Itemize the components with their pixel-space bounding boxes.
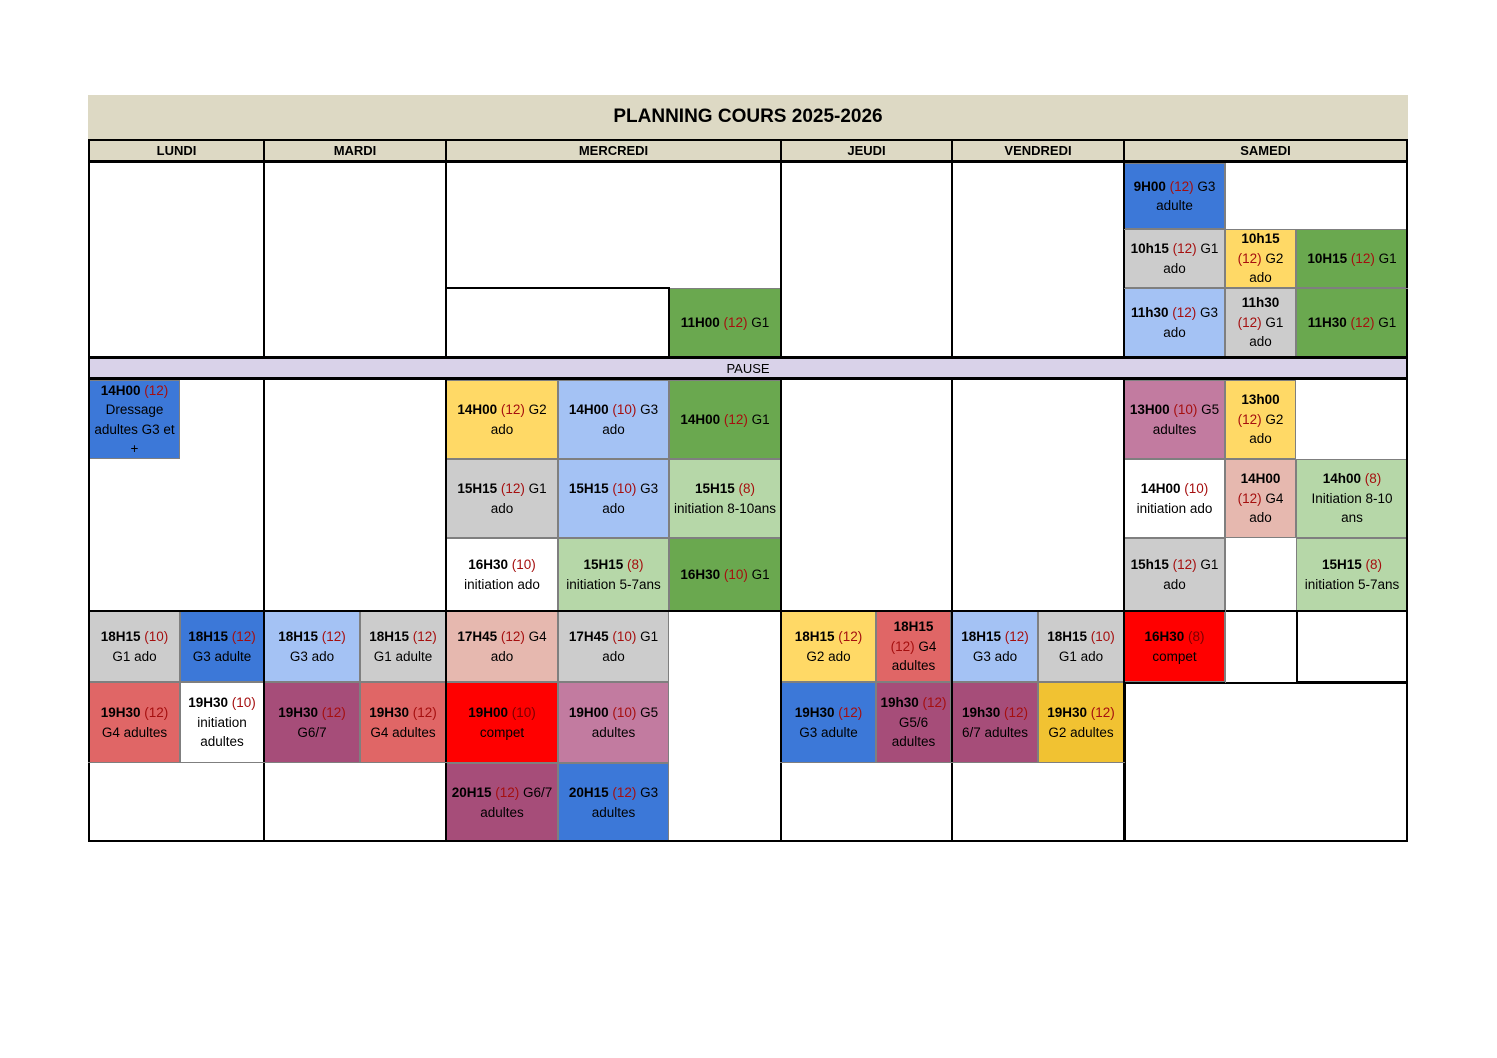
course-group: G3 adultes [591,785,659,820]
course-cell-mercredi [669,380,781,459]
course-capacity: (12) [1237,314,1262,330]
course-capacity: (12) [497,402,525,417]
course-group: G1 [1374,314,1397,330]
grid-line [780,762,953,763]
course-cell-mercredi [446,538,558,611]
course-capacity: (12) [1000,705,1029,720]
course-cell-mercredi [558,763,669,842]
course-capacity: (12) [497,629,525,644]
course-cell-mercredi [558,538,669,611]
course-time: 10h15 [1241,231,1280,247]
grid-line [1225,538,1226,683]
course-time: 13H00 [1129,402,1170,417]
course-cell-samedi [1225,380,1296,459]
course-cell-lundi [89,611,180,682]
grid-frame [951,378,1125,612]
course-cell-mardi [360,682,446,763]
grid-frame [780,378,953,612]
course-group: initiation ado [1136,500,1213,516]
course-group: G4 adultes [370,724,436,740]
course-time: 11H30 [1307,314,1347,330]
grid-line [1225,163,1226,230]
course-group: initiation adultes [197,714,247,750]
course-capacity: (12) [1346,314,1375,330]
course-cell-mercredi [446,682,558,763]
course-capacity: (12) [608,785,637,800]
course-capacity: (12) [409,705,437,720]
course-cell-mardi [264,682,360,763]
course-group: G3 ado [972,648,1018,664]
course-time: 15H15 [694,481,735,496]
course-capacity: (10) [1087,629,1115,644]
course-cell-samedi [1225,459,1296,538]
course-time: 14h00 [1322,471,1362,487]
course-time: 19H00 [468,705,509,720]
course-time: 15H15 [457,481,498,496]
course-capacity: (12) [497,481,525,496]
course-time: 15H15 [568,481,609,496]
course-capacity: (10) [508,557,536,572]
course-cell-mercredi [558,611,669,682]
course-capacity: (10) [608,402,637,417]
course-time: 19H30 [100,705,141,720]
grid-line [263,762,447,763]
course-group: 6/7 adultes [961,724,1029,740]
course-group: G6/7 adultes [480,785,553,820]
course-cell-mercredi [446,611,558,682]
course-group: G1 ado [1249,314,1284,350]
grid-frame [1296,610,1408,683]
course-time: 16H30 [468,557,509,572]
grid-frame [88,161,265,358]
course-time: 18H15 [794,629,835,644]
course-group: G2 adultes [1048,724,1114,740]
course-cell-samedi [1124,611,1225,682]
course-cell-lundi [180,611,264,682]
course-group: G3 adulte [192,648,252,664]
course-time: 10h15 [1130,241,1169,256]
course-cell-samedi [1296,459,1408,538]
course-capacity: (12) [491,785,520,800]
course-capacity: (12) [140,705,169,720]
course-cell-vendredi [952,682,1038,763]
course-group: initiation 5-7ans [1304,576,1400,592]
course-capacity: (12) [1087,705,1115,720]
day-header-mardi: MARDI [263,139,447,162]
grid-line [1124,229,1296,230]
course-capacity: (12) [1165,178,1194,194]
course-cell-samedi [1225,229,1296,288]
course-group: G3 adulte [799,724,858,740]
course-time: 15H15 [1321,557,1362,572]
course-group: G3 ado [1163,305,1219,340]
course-group: G1 ado [1163,557,1219,592]
course-cell-jeudi [781,611,876,682]
course-capacity: (12) [1237,250,1262,266]
course-group: G6/7 [297,724,327,740]
course-group: Initiation 8-10 ans [1311,490,1393,526]
course-cell-vendredi [1038,682,1124,763]
course-time: 14H00 [568,402,609,417]
day-header-jeudi: JEUDI [780,139,953,162]
course-capacity: (10) [508,705,536,720]
course-group: G5/6 adultes [891,714,936,750]
grid-frame [780,161,953,358]
course-group: G3 ado [289,648,335,664]
course-group: initiation ado [464,576,540,592]
course-cell-mardi [360,611,446,682]
course-time: 18H15 [961,629,1002,644]
course-time: 14H00 [457,402,498,417]
course-cell-samedi [1124,380,1225,459]
course-time: 16H30 [1144,629,1185,644]
course-time: 18H15 [369,629,410,644]
course-time: 19h30 [880,695,919,711]
course-cell-vendredi [1038,611,1124,682]
course-time: 16H30 [680,566,721,582]
course-cell-samedi [1296,229,1408,288]
course-cell-mercredi [669,459,781,538]
grid-frame [263,378,447,612]
grid-frame [263,161,447,358]
course-cell-mercredi [669,288,781,357]
course-cell-jeudi [781,682,876,763]
pause-bar: PAUSE [88,357,1408,379]
course-cell-samedi [1296,288,1408,357]
course-cell-mercredi [446,459,558,538]
grid-frame [1124,682,1408,842]
course-time: 17H45 [568,629,609,644]
course-capacity: (8) [1361,557,1383,572]
course-capacity: (12) [1237,490,1262,506]
course-time: 11H00 [680,314,720,330]
course-capacity: (10) [228,695,256,711]
course-cell-samedi [1124,229,1225,288]
course-capacity: (10) [1169,402,1198,417]
course-capacity: (12) [719,314,748,330]
course-cell-mercredi [446,763,558,842]
course-capacity: (12) [318,705,346,720]
course-cell-jeudi [876,682,951,763]
course-time: 19h30 [961,705,1001,720]
course-group: G1 ado [602,629,659,664]
course-capacity: (8) [734,481,756,496]
course-capacity: (10) [140,629,169,644]
course-capacity: (12) [1168,241,1197,256]
course-group: G2 ado [1249,411,1284,447]
course-cell-samedi [1296,538,1408,611]
course-time: 19H30 [369,705,410,720]
course-group: G1 adulte [373,648,433,664]
course-cell-lundi [89,380,180,459]
grid-frame [951,161,1125,358]
course-time: 18H15 [188,629,229,644]
course-time: 18H15 [1047,629,1088,644]
course-capacity: (12) [318,629,346,644]
course-group: G5 adultes [591,705,659,740]
course-capacity: (8) [1361,471,1382,487]
day-header-samedi: SAMEDI [1123,139,1408,162]
course-capacity: (10) [608,481,637,496]
course-cell-mercredi [558,459,669,538]
course-capacity: (12) [1001,629,1029,644]
course-group: G1 ado [1163,241,1219,276]
course-capacity: (8) [623,557,644,572]
course-cell-samedi [1124,288,1225,357]
course-capacity: (12) [834,705,863,720]
course-group: compet [1152,648,1197,664]
course-time: 18H15 [100,629,141,644]
course-time: 14H00 [1140,481,1181,496]
course-group: G1 [747,314,770,330]
course-capacity: (10) [608,705,637,720]
course-group: G4 ado [490,629,547,664]
day-header-vendredi: VENDREDI [951,139,1125,162]
course-cell-jeudi [876,611,951,682]
page-title: PLANNING COURS 2025-2026 [88,95,1408,139]
course-time: 10H15 [1307,250,1348,266]
course-time: 11h30 [1241,295,1280,311]
course-time: 19H30 [188,695,229,711]
course-capacity: (8) [1184,629,1205,644]
course-group: G1 [1374,250,1397,266]
course-time: 19H30 [1047,705,1088,720]
course-time: 19H00 [568,705,609,720]
course-cell-lundi [180,682,264,763]
grid-line [1124,288,1408,289]
course-capacity: (10) [608,629,637,644]
course-group: initiation 8-10ans [673,500,777,516]
course-time: 18H15 [893,619,934,635]
course-capacity: (12) [890,638,915,654]
course-time: 15H15 [583,557,624,572]
day-header-lundi: LUNDI [88,139,265,162]
course-cell-mardi [264,611,360,682]
course-cell-samedi [1124,538,1225,611]
course-time: 13h00 [1241,392,1280,408]
course-group: G1 ado [490,481,547,516]
course-time: 17H45 [457,629,498,644]
course-cell-samedi [1225,288,1296,357]
course-capacity: (12) [1237,411,1262,427]
course-cell-samedi [1124,163,1225,229]
course-time: 20H15 [568,785,609,800]
course-group: G3 ado [602,402,659,437]
course-cell-mercredi [558,682,669,763]
course-group: compet [479,724,525,740]
course-capacity: (12) [140,382,169,398]
course-group: G3 adulte [1156,178,1216,213]
course-group: G4 adultes [101,724,168,740]
course-group: G2 ado [1249,250,1284,286]
course-capacity: (12) [1168,557,1197,572]
course-group: Dressage adultes G3 et + [94,402,175,456]
course-group: G4 adultes [891,638,937,674]
course-group: initiation 5-7ans [566,576,661,592]
course-capacity: (12) [1347,250,1375,266]
course-time: 18H15 [278,629,319,644]
course-time: 14H00 [680,411,721,427]
course-group: G1 ado [1058,648,1104,664]
course-capacity: (12) [918,695,947,711]
course-time: 14H00 [1240,471,1281,487]
course-cell-mercredi [446,380,558,459]
course-capacity: (12) [228,629,256,644]
course-cell-lundi [89,682,180,763]
day-header-mercredi: MERCREDI [445,139,782,162]
course-cell-vendredi [952,611,1038,682]
course-group: G3 ado [602,481,659,516]
course-capacity: (12) [834,629,863,644]
course-time: 15h15 [1130,557,1169,572]
grid-frame [445,287,670,358]
course-capacity: (12) [409,629,437,644]
course-capacity: (10) [720,566,748,582]
course-cell-mercredi [558,380,669,459]
course-group: G4 ado [1249,490,1284,526]
course-cell-samedi [1124,459,1225,538]
grid-line [88,762,265,763]
course-group: G5 adultes [1152,402,1220,437]
course-group: G1 ado [112,648,157,664]
grid-line [951,762,1125,763]
course-group: G2 ado [806,648,851,664]
course-time: 11h30 [1130,305,1169,320]
course-capacity: (12) [720,411,748,427]
course-time: 20H15 [451,785,492,800]
course-time: 19H30 [794,705,835,720]
course-group: G1 [747,566,770,582]
course-capacity: (12) [1168,305,1197,320]
course-time: 14H00 [100,382,141,398]
course-capacity: (10) [1180,481,1209,496]
course-cell-mercredi [669,538,781,611]
course-group: G2 ado [490,402,547,437]
course-time: 19H30 [278,705,319,720]
course-group: G1 [747,411,770,427]
course-time: 9H00 [1133,178,1166,194]
